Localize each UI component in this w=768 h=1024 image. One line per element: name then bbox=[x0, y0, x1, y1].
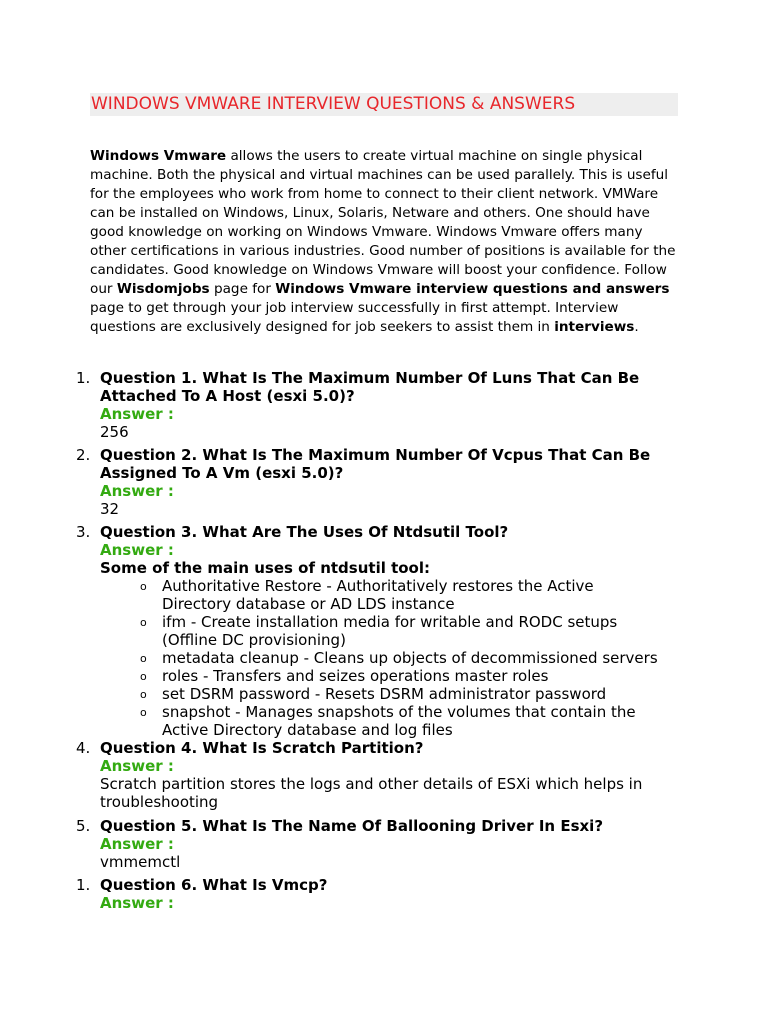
question-item-4 bbox=[0, 739, 660, 811]
bullet-item bbox=[100, 613, 660, 649]
question-item-6 bbox=[0, 876, 660, 912]
question-text: Question 3. What Are The Uses Of Ntdsutil Tool? bbox=[100, 523, 509, 541]
bullet-item bbox=[100, 685, 660, 703]
question-item-2 bbox=[0, 446, 660, 518]
question-number: 1. bbox=[76, 876, 91, 894]
intro-text-1: allows the users to create virtual machine on single physical machine. Both the physical and virtual machines can be used parallely. This is useful for the employees who work from home to connect to their client network. VMWare can be installed on Windows, Linux, Solaris, Netware and others. One should have good knowledge on working on Windows Vmware. Windows Vmware offers many other certifications in various industries. Good number of positions is available for the candidates. Good knowledge on Windows Vmware will boost your confidence. Follow our bbox=[90, 148, 676, 297]
answer-text: Scratch partition stores the logs and other details of ESXi which helps in troubleshooting bbox=[100, 775, 643, 811]
question-item-5 bbox=[0, 817, 660, 871]
bullet-item bbox=[100, 703, 660, 739]
answer-label: Answer : bbox=[100, 482, 174, 500]
answer-label: Answer : bbox=[100, 835, 174, 853]
answer-bullet-list bbox=[100, 577, 660, 739]
intro-bold-wisdomjobs: Wisdomjobs bbox=[116, 281, 210, 297]
answer-text: vmmemctl bbox=[100, 853, 181, 871]
qa-list bbox=[0, 369, 768, 912]
answer-text: 32 bbox=[100, 500, 120, 518]
bullet-text: set DSRM password - Resets DSRM administrator password bbox=[162, 685, 607, 703]
intro-paragraph bbox=[90, 147, 682, 337]
bullet-item bbox=[100, 577, 660, 613]
bullet-item bbox=[100, 649, 660, 667]
bullet-text: roles - Transfers and seizes operations master roles bbox=[162, 667, 549, 685]
bullet-marker: o bbox=[140, 706, 147, 719]
bullet-text: Authoritative Restore - Authoritatively restores the Active Directory database or AD LDS instance bbox=[162, 577, 594, 613]
bullet-item bbox=[100, 667, 660, 685]
question-text: Question 2. What Is The Maximum Number Of Vcpus That Can Be Assigned To A Vm (esxi 5.0)? bbox=[100, 446, 651, 482]
bullet-text: metadata cleanup - Cleans up objects of decommissioned servers bbox=[162, 649, 658, 667]
intro-text-2: page for bbox=[209, 281, 276, 297]
bullet-marker: o bbox=[140, 688, 147, 701]
question-text: Question 5. What Is The Name Of Ballooning Driver In Esxi? bbox=[100, 817, 604, 835]
question-text: Question 6. What Is Vmcp? bbox=[100, 876, 328, 894]
answer-heading: Some of the main uses of ntdsutil tool: bbox=[100, 559, 430, 577]
question-number: 4. bbox=[76, 739, 91, 757]
answer-label: Answer : bbox=[100, 405, 174, 423]
intro-bold-windows-vmware: Windows Vmware bbox=[90, 148, 227, 164]
page-title: WINDOWS VMWARE INTERVIEW QUESTIONS & ANSWERS bbox=[91, 94, 576, 114]
question-item-3 bbox=[0, 523, 660, 739]
intro-text bbox=[90, 147, 682, 337]
intro-text-4: . bbox=[634, 319, 639, 335]
bullet-marker: o bbox=[140, 652, 147, 665]
bullet-marker: o bbox=[140, 616, 147, 629]
bullet-text: snapshot - Manages snapshots of the volumes that contain the Active Directory database and log files bbox=[162, 703, 636, 739]
answer-text: 256 bbox=[100, 423, 129, 441]
answer-label: Answer : bbox=[100, 541, 174, 559]
intro-bold-interview-qa: Windows Vmware interview questions and answers bbox=[275, 281, 670, 297]
answer-label: Answer : bbox=[100, 894, 174, 912]
question-number: 5. bbox=[76, 817, 91, 835]
title-bar bbox=[90, 93, 678, 116]
intro-text-3: page to get through your job interview successfully in first attempt. Interview questions are exclusively designed for job seekers to assist them in bbox=[90, 300, 619, 335]
bullet-text: ifm - Create installation media for writable and RODC setups (Offline DC provisioning) bbox=[162, 613, 618, 649]
question-number: 1. bbox=[76, 369, 91, 387]
answer-label: Answer : bbox=[100, 757, 174, 775]
question-text: Question 4. What Is Scratch Partition? bbox=[100, 739, 424, 757]
question-text: Question 1. What Is The Maximum Number Of Luns That Can Be Attached To A Host (esxi 5.0)? bbox=[100, 369, 640, 405]
bullet-marker: o bbox=[140, 580, 147, 593]
question-number: 3. bbox=[76, 523, 91, 541]
question-number: 2. bbox=[76, 446, 91, 464]
intro-bold-interviews: interviews bbox=[554, 319, 635, 335]
question-item-1 bbox=[0, 369, 660, 441]
bullet-marker: o bbox=[140, 670, 147, 683]
